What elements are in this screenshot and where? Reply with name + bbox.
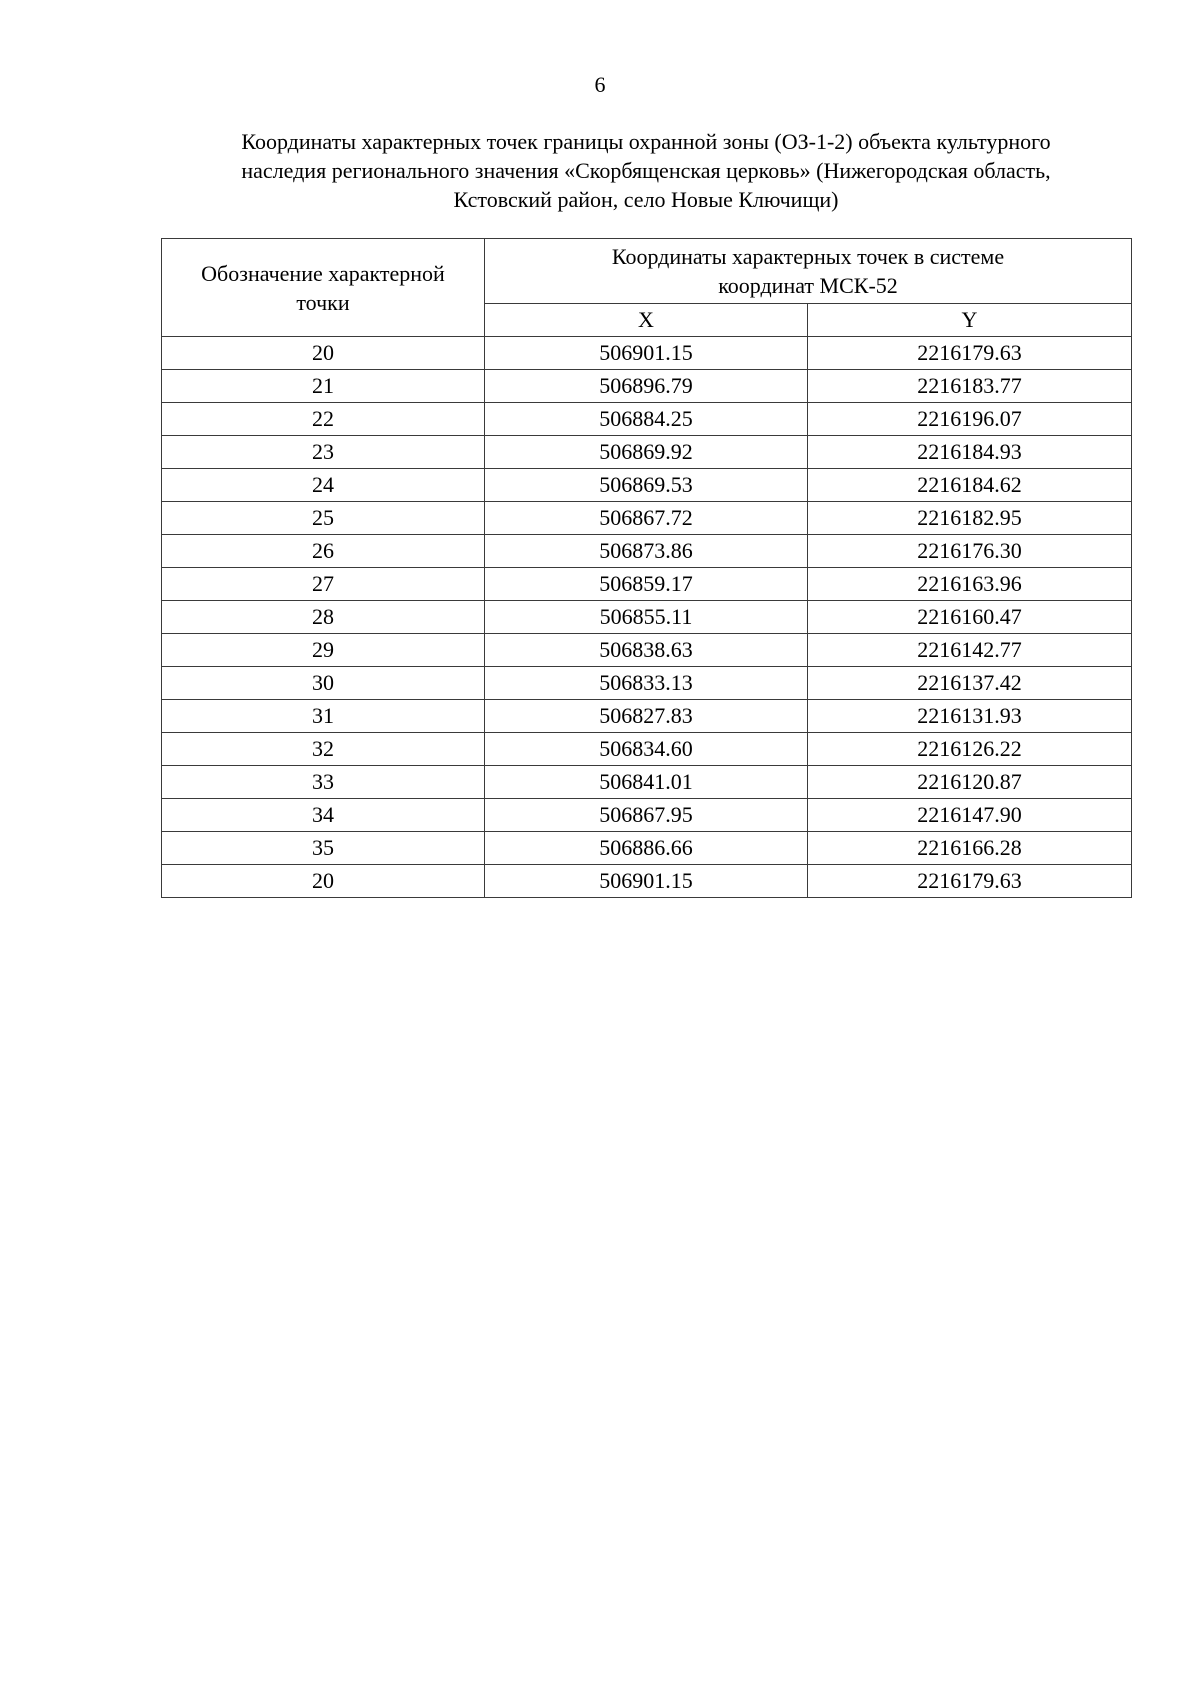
cell-y: 2216137.42 [808,667,1132,700]
cell-x: 506834.60 [485,733,808,766]
cell-x: 506867.72 [485,502,808,535]
cell-x: 506886.66 [485,832,808,865]
header-coords-line-1: Координаты характерных точек в системе [611,244,1005,269]
table-body [162,337,1132,898]
page-number: 6 [594,72,606,97]
cell-y: 2216147.90 [808,799,1132,832]
table-row [162,403,1132,436]
header-coordinates [485,239,1132,304]
cell-x: 506833.13 [485,667,808,700]
cell-point: 28 [162,601,485,634]
table-row [162,601,1132,634]
table-row [162,700,1132,733]
table-row [162,370,1132,403]
cell-x: 506869.92 [485,436,808,469]
cell-x: 506896.79 [485,370,808,403]
table-row [162,832,1132,865]
table-row [162,436,1132,469]
title-line-2: наследия регионального значения «Скорбященская церковь» (Нижегородская область, [241,158,1051,183]
cell-x: 506867.95 [485,799,808,832]
coordinates-table [161,238,1132,898]
cell-x: 506859.17 [485,568,808,601]
cell-y: 2216142.77 [808,634,1132,667]
header-point-line-2: точки [296,289,350,315]
cell-y: 2216183.77 [808,370,1132,403]
cell-x: 506884.25 [485,403,808,436]
header-point-designation [162,239,485,337]
cell-y: 2216182.95 [808,502,1132,535]
cell-point: 20 [162,337,485,370]
table-row [162,337,1132,370]
cell-point: 21 [162,370,485,403]
cell-point: 34 [162,799,485,832]
cell-x: 506901.15 [485,865,808,898]
cell-point: 26 [162,535,485,568]
cell-y: 2216184.62 [808,469,1132,502]
cell-point: 30 [162,667,485,700]
cell-y: 2216126.22 [808,733,1132,766]
cell-x: 506869.53 [485,469,808,502]
cell-x: 506873.86 [485,535,808,568]
cell-point: 25 [162,502,485,535]
cell-x: 506838.63 [485,634,808,667]
cell-y: 2216163.96 [808,568,1132,601]
cell-y: 2216160.47 [808,601,1132,634]
cell-y: 2216179.63 [808,865,1132,898]
cell-point: 27 [162,568,485,601]
cell-y: 2216179.63 [808,337,1132,370]
cell-point: 35 [162,832,485,865]
cell-y: 2216184.93 [808,436,1132,469]
cell-point: 23 [162,436,485,469]
cell-y: 2216131.93 [808,700,1132,733]
cell-x: 506901.15 [485,337,808,370]
header-y: Y [808,304,1132,337]
title-line-1: Координаты характерных точек границы охранной зоны (ОЗ-1-2) объекта культурного [241,129,1051,154]
cell-x: 506855.11 [485,601,808,634]
cell-x: 506827.83 [485,700,808,733]
table-row [162,469,1132,502]
header-point-line-1: Обозначение характерной [201,260,445,286]
cell-point: 31 [162,700,485,733]
cell-point: 33 [162,766,485,799]
header-x: X [485,304,808,337]
cell-point: 20 [162,865,485,898]
cell-y: 2216120.87 [808,766,1132,799]
cell-y: 2216196.07 [808,403,1132,436]
table-row [162,766,1132,799]
cell-point: 29 [162,634,485,667]
cell-y: 2216166.28 [808,832,1132,865]
table-row [162,865,1132,898]
cell-point: 32 [162,733,485,766]
table-row [162,667,1132,700]
table-row [162,799,1132,832]
cell-point: 24 [162,469,485,502]
cell-y: 2216176.30 [808,535,1132,568]
table-row [162,568,1132,601]
cell-point: 22 [162,403,485,436]
table-row [162,733,1132,766]
table-row [162,634,1132,667]
table-row [162,535,1132,568]
header-coords-line-2: координат МСК-52 [718,273,898,298]
table-row [162,502,1132,535]
document-title [150,127,1142,214]
title-line-3: Кстовский район, село Новые Ключищи) [453,187,839,212]
cell-x: 506841.01 [485,766,808,799]
